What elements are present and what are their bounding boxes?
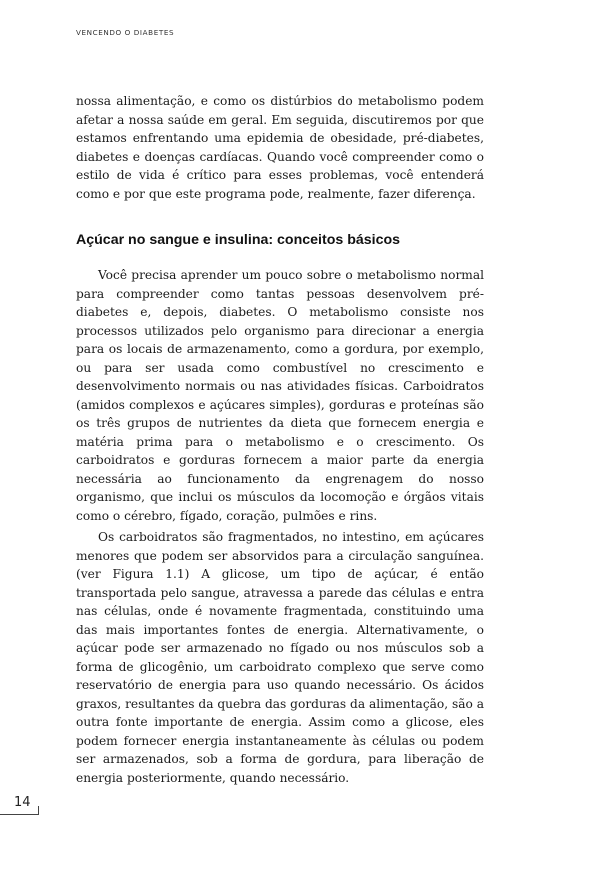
page-number-rule [0, 814, 38, 815]
running-header: VENCENDO O DIABETES [76, 28, 175, 37]
page-number: 14 [14, 795, 31, 810]
page-number-tick [38, 806, 39, 815]
section-heading: Açúcar no sangue e insulina: conceitos básicos [76, 232, 401, 248]
body-paragraph: Os carboidratos são fragmentados, no intestino, em açúcares menores que podem ser absorvidos para a circulação sanguínea. (ver Figura 1.1) A glicose, um tipo de açúcar, é então transportada pelo sangue, atravessa a parede das células e entra nas células, onde é novamente fragmentada, constituindo uma das mais importantes fontes de energia. Alternativamente, o açúcar pode ser armazenado no fígado ou nos músculos sob a forma de glicogênio, um carboidrato complexo que serve como reservatório de energia para uso quando necessário. Os ácidos graxos, resultantes da quebra das gorduras da alimentação, são a outra fonte importante de energia. Assim como a glicose, eles podem fornecer energia instantaneamente às células ou podem ser armazenados, sob a forma de gordura, para liberação de energia posteriormente, quando necessário. [76, 530, 484, 785]
intro-paragraph: nossa alimentação, e como os distúrbios do metabolismo podem afetar a nossa saúde em geral. Em seguida, discutiremos por que estamos enfrentando uma epidemia de obesidade, pré-diabetes, diabetes e doenças cardíacas. Quando você compreender como o estilo de vida é crítico para esses problemas, você entenderá como e por que este programa pode, realmente, fazer diferença. [76, 94, 484, 201]
body-paragraph: Você precisa aprender um pouco sobre o metabolismo normal para compreender como tantas pessoas desenvolvem pré-diabetes e, depois, diabetes. O metabolismo consiste nos processos utilizados pelo organismo para direcionar a energia para os locais de armazenamento, como a gordura, por exemplo, ou para ser usada como combustível no crescimento e desenvolvimento normais ou nas atividades físicas. Carboidratos (amidos complexos e açúcares simples), gorduras e proteínas são os três grupos de nutrientes da dieta que fornecem energia e matéria prima para o metabolismo e o crescimento. Os carboidratos e gorduras fornecem a maior parte da energia necessária ao funcionamento da engrenagem do nosso organismo, que inclui os músculos da locomoção e órgãos vitais como o cérebro, fígado, coração, pulmões e rins. [76, 268, 484, 523]
